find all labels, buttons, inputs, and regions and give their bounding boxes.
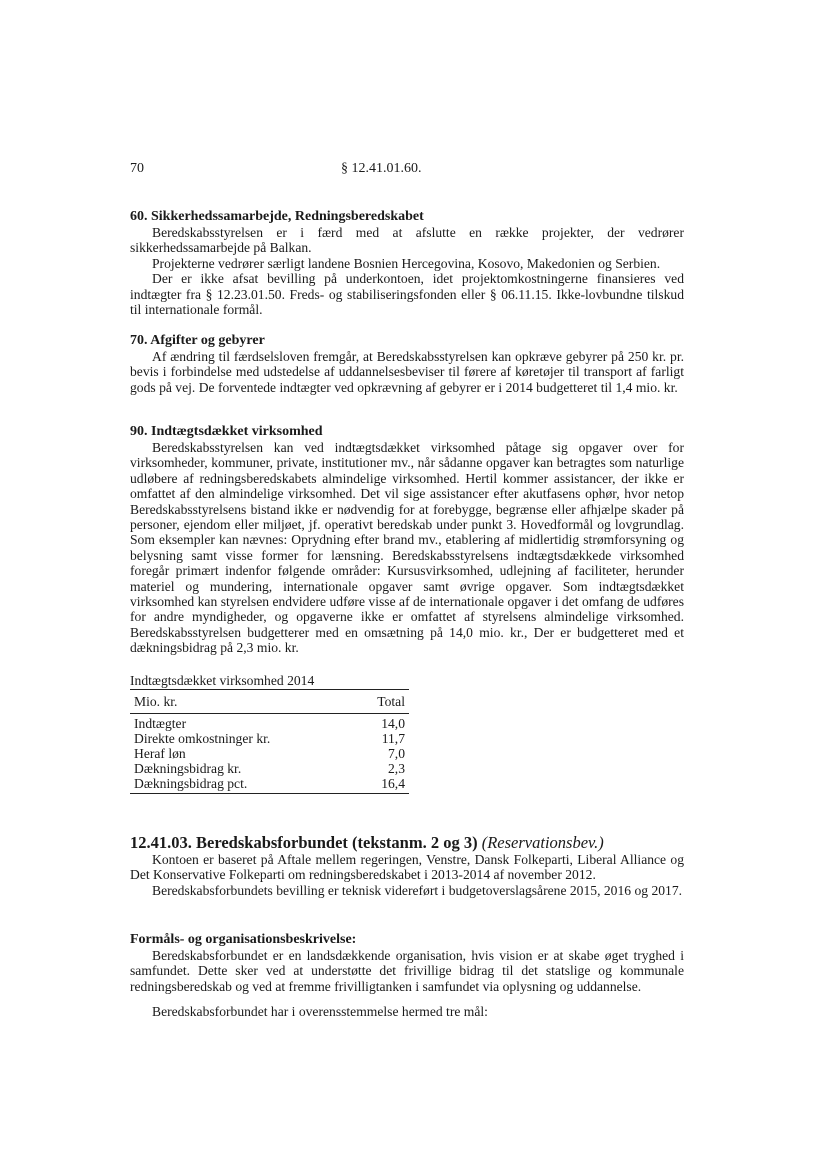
paragraph: Beredskabsstyrelsen kan ved indtægtsdækket virksomhed påtage sig opgaver over for virksomheder, kommuner, private, institutioner mv., når sådanne opgaver kan betragtes som naturlige udløbere af redningsberedskabets almindelige virksomhed. Hertil kommer assistancer, der ikke er omfattet af den almindelige virksomhed. Det vil sige assistancer efter akutfasens ophør, hvor netop Beredskabsstyrelsens bistand ikke er nødvendig for at forebygge, begrænse eller afhjælpe skader på personer, ejendom eller miljøet, jf. operativt beredskab under punkt 3. Hovedformål og lovgrundlag. Som eksempler kan nævnes: Oprydning efter brand mv., etablering af midlertidig strømforsyning og belysning samt visse former for lænsning. Beredskabsstyrelsens indtægtsdækkede virksomhed foregår primært indenfor følgende områder: Kursusvirksomhed, udlejning af faciliteter, herunder materiel og mundering, internationale opgaver samt øvrige opgaver. Som indtægtsdækket virksomhed kan styrelsen endvidere udføre visse af de internationale opgaver i det omfang de udføres for andre myndigheder, og opgaverne ikke er omfattet af styrelsens almindelige virksomhed. Beredskabsstyrelsen budgetterer med en omsætning på 14,0 mio. kr., Der er budgetteret med et dækningsbidrag på 2,3 mio. kr. <box>130 440 684 656</box>
table-row <box>130 746 409 761</box>
table-row <box>130 776 409 794</box>
row-value: 14,0 <box>381 716 405 731</box>
table-row <box>130 761 409 776</box>
paragraph: Der er ikke afsat bevilling på underkontoen, idet projektomkostningerne finansieres ved indtægter fra § 12.23.01.50. Freds- og stabiliseringsfonden eller § 06.11.15. Ikke-lovbundne tilskud til internationale formål. <box>130 271 684 318</box>
paragraph: Beredskabsstyrelsen er i færd med at afslutte en række projekter, der vedrører sikkerhedssamarbejde på Balkan. <box>130 225 684 256</box>
paragraph: Beredskabsforbundet er en landsdækkende organisation, hvis vision er at skabe øget tryghed i samfundet. Dette sker ved at understøtte det frivillige bidrag til det statslige og kommunale redningsberedskab og ved at fremme frivilligtanken i samfundet via oplysning og uddannelse. <box>130 948 684 994</box>
row-label: Dækningsbidrag pct. <box>130 776 354 794</box>
page-header <box>130 161 684 179</box>
column-header-label: Mio. kr. <box>130 690 354 714</box>
row-value: 2,3 <box>388 761 405 776</box>
section-60 <box>130 209 684 317</box>
row-label: Indtægter <box>134 716 187 731</box>
account-heading-text: 12.41.03. Beredskabsforbundet (tekstanm. 2 og 3) <box>130 833 478 852</box>
paragraph: Beredskabsforbundets bevilling er teknisk videreført i budgetoverslagsårene 2015, 2016 og 2017. <box>152 882 683 898</box>
section-heading: 60. Sikkerhedssamarbejde, Redningsberedskabet <box>130 209 424 224</box>
table-header-row <box>130 690 409 714</box>
account-heading <box>130 833 604 853</box>
section-heading: 70. Afgifter og gebyrer <box>130 333 265 348</box>
row-label: Dækningsbidrag kr. <box>134 761 242 776</box>
row-value: 7,0 <box>388 746 405 761</box>
section-70 <box>130 333 684 395</box>
section-heading: 90. Indtægtsdækket virksomhed <box>130 424 323 439</box>
table-row <box>130 714 409 732</box>
row-value: 11,7 <box>381 731 405 746</box>
row-value: 16,4 <box>354 776 409 794</box>
section-goals <box>130 1004 684 1019</box>
paragraph: Projekterne vedrører særligt landene Bosnien Hercegovina, Kosovo, Makedonien og Serbien. <box>152 255 661 271</box>
section-90 <box>130 424 684 656</box>
section-heading: Formåls- og organisationsbeskrivelse: <box>130 932 357 947</box>
table-title: Indtægtsdækket virksomhed 2014 <box>130 673 315 688</box>
page-number: 70 <box>130 161 144 176</box>
section-12-41-03 <box>130 852 684 898</box>
paragraph: Af ændring til færdselsloven fremgår, at Beredskabsstyrelsen kan opkræve gebyrer på 250 kr. pr. bevis i forbindelse med udstedelse af uddannelsesbeviser til førere af køretøjer til transport af farligt gods på vej. De forventede indtægter ved opkrævning af gebyrer er i 2014 budgetteret til 1,4 mio. kr. <box>130 349 684 395</box>
section-purpose <box>130 932 684 994</box>
row-label: Heraf løn <box>134 746 186 761</box>
account-heading-note: (Reservationsbev.) <box>481 833 604 852</box>
paragraph: Beredskabsforbundet har i overensstemmelse hermed tre mål: <box>152 1004 488 1019</box>
section-reference: § 12.41.01.60. <box>341 161 422 176</box>
row-label: Direkte omkostninger kr. <box>134 731 271 746</box>
table-row <box>130 731 409 746</box>
column-header-total: Total <box>354 690 409 714</box>
paragraph: Kontoen er baseret på Aftale mellem regeringen, Venstre, Dansk Folkeparti, Liberal Alliance og Det Konservative Folkeparti om redningsberedskabet i 2013-2014 af november 2012. <box>130 852 684 883</box>
revenue-table <box>130 689 409 794</box>
